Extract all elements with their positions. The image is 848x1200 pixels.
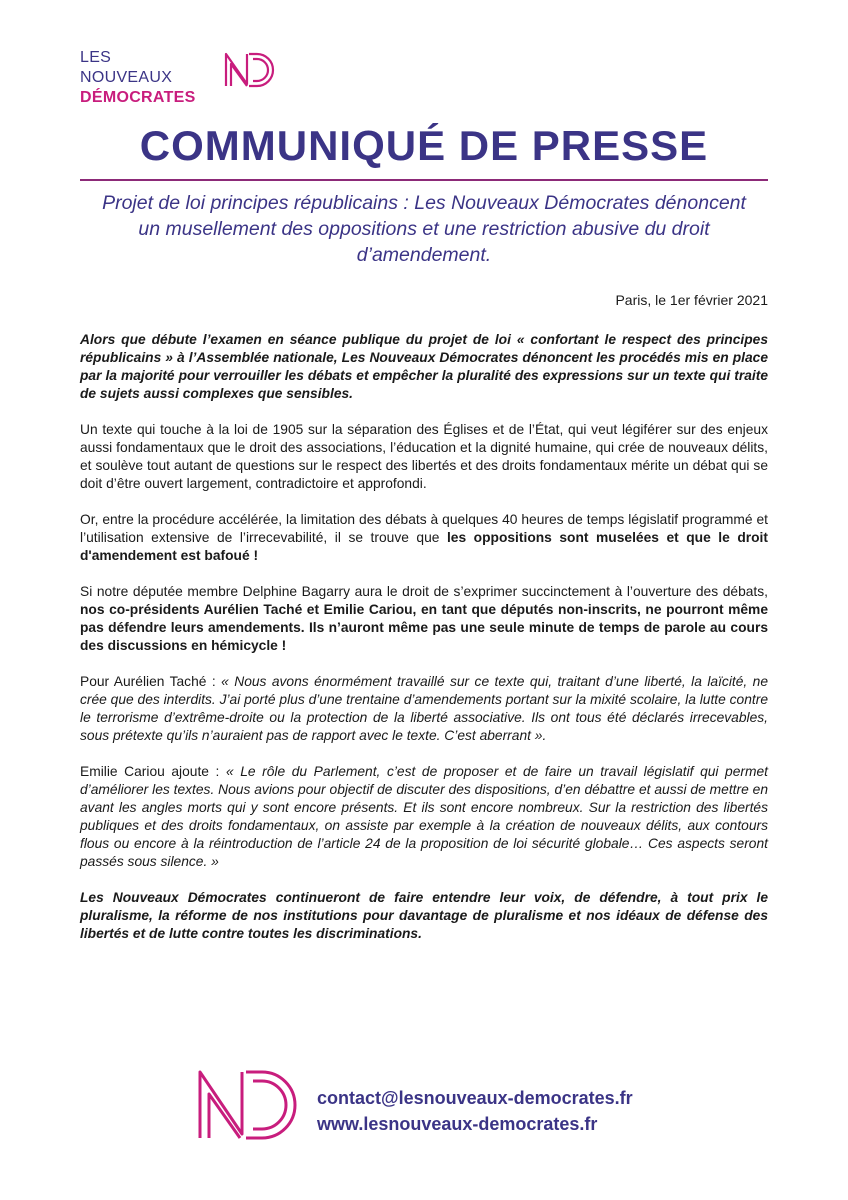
logo-line-2: DÉMOCRATES [80, 89, 196, 106]
footer-logo [196, 1066, 304, 1147]
paragraph-3 [80, 583, 768, 655]
website-link[interactable]: www.lesnouveaux-democrates.fr [317, 1114, 598, 1134]
title-divider [80, 179, 768, 181]
paragraph-2-text: Or, entre la procédure accélérée, la limitation des débats à quelques 40 heures de temps législatif programmé et l’utilisation extensive de l’irrecevabilité, il se trouve que [80, 512, 768, 545]
intro-paragraph: Alors que débute l’examen en séance publique du projet de loi « confortant le respect des principes républicains » à l’Assemblée nationale, Les Nouveaux Démocrates dénoncent les procédés mis en place par la majorité pour verrouiller les débats et empêcher la pluralité des expressions sur un texte qui traite de sujets aussi complexes que sensibles. [80, 332, 768, 401]
nd-monogram-large-icon [196, 1066, 304, 1142]
paragraph-5 [80, 763, 768, 871]
logo-line-1: LES NOUVEAUX [80, 49, 173, 86]
page-title: COMMUNIQUÉ DE PRESSE [139, 122, 709, 169]
paragraph-5-text: Emilie Cariou ajoute : [80, 764, 226, 779]
contact-email-link[interactable]: contact@lesnouveaux-democrates.fr [317, 1088, 633, 1108]
nd-monogram-icon [223, 50, 283, 88]
paragraph-4-quote: « Nous avons énormément travaillé sur ce texte qui, traitant d’une liberté, la laïcité, ne crée que des interdits. J’ai porté plus d’une trentaine d’amendements portant sur la mixité scolaire, la lutte contre le terrorisme d’extrême-droite ou la protection de la liberté associative. Ils ont tous été déclarés irrecevables, sous prétexte qu’ils n’auraient pas de rapport avec le texte. C’est aberrant ». [80, 674, 768, 743]
footer-contacts [317, 1085, 633, 1137]
subtitle: Projet de loi principes républicains : Les Nouveaux Démocrates dénoncent un musellement des oppositions et une restriction abusive du droit d’amendement. [102, 192, 746, 266]
paragraph-4-text: Pour Aurélien Taché : [80, 674, 222, 689]
dateline: Paris, le 1er février 2021 [615, 292, 768, 308]
press-release-body [80, 331, 768, 961]
paragraph-3-bold: nos co-présidents Aurélien Taché et Emilie Cariou, en tant que députés non-inscrits, ne pourront même pas défendre leurs amendements. Ils n’auront même pas une seule minute de temps de parole au cours des discussions en hémicycle ! [80, 602, 768, 653]
logo-wordmark [80, 48, 196, 108]
paragraph-2-bold: les oppositions sont muselées et que le droit d'amendement est bafoué ! [80, 530, 768, 563]
paragraph-3-text: Si notre députée membre Delphine Bagarry aura le droit de s’exprimer succinctement à l’ouverture des débats, [80, 584, 768, 599]
paragraph-2 [80, 511, 768, 565]
paragraph-4 [80, 673, 768, 745]
paragraph-1: Un texte qui touche à la loi de 1905 sur la séparation des Églises et de l’État, qui veut légiférer sur des enjeux aussi fondamentaux que le droit des associations, l’éducation et la dignité humaine, qui crée de nouveaux délits, et soulève tout autant de questions sur le respect des libertés et des droits fondamentaux mérite un débat qui se doit d’être ouvert largement, contradictoire et approfondi. [80, 422, 768, 491]
closing-paragraph: Les Nouveaux Démocrates continueront de faire entendre leur voix, de défendre, à tout prix le pluralisme, la réforme de nos institutions pour davantage de pluralisme et nos idéaux de défense des libertés et de lutte contre toutes les discriminations. [80, 890, 768, 941]
paragraph-5-quote: « Le rôle du Parlement, c’est de proposer et de faire un travail législatif qui permet d’améliorer les textes. Nous avions pour objectif de discuter des dispositions, d’en débattre et aussi de mettre en avant les angles morts qui y sont encore présents. Et ils sont encore nombreux. Sur la restriction des libertés publiques et des droits fondamentaux, on assiste par exemple à la création de nouveaux délits, aux contours flous ou encore à la réintroduction de l’article 24 de la proposition de loi sécurité globale… Ces aspects seront passés sous silence. » [80, 764, 768, 869]
